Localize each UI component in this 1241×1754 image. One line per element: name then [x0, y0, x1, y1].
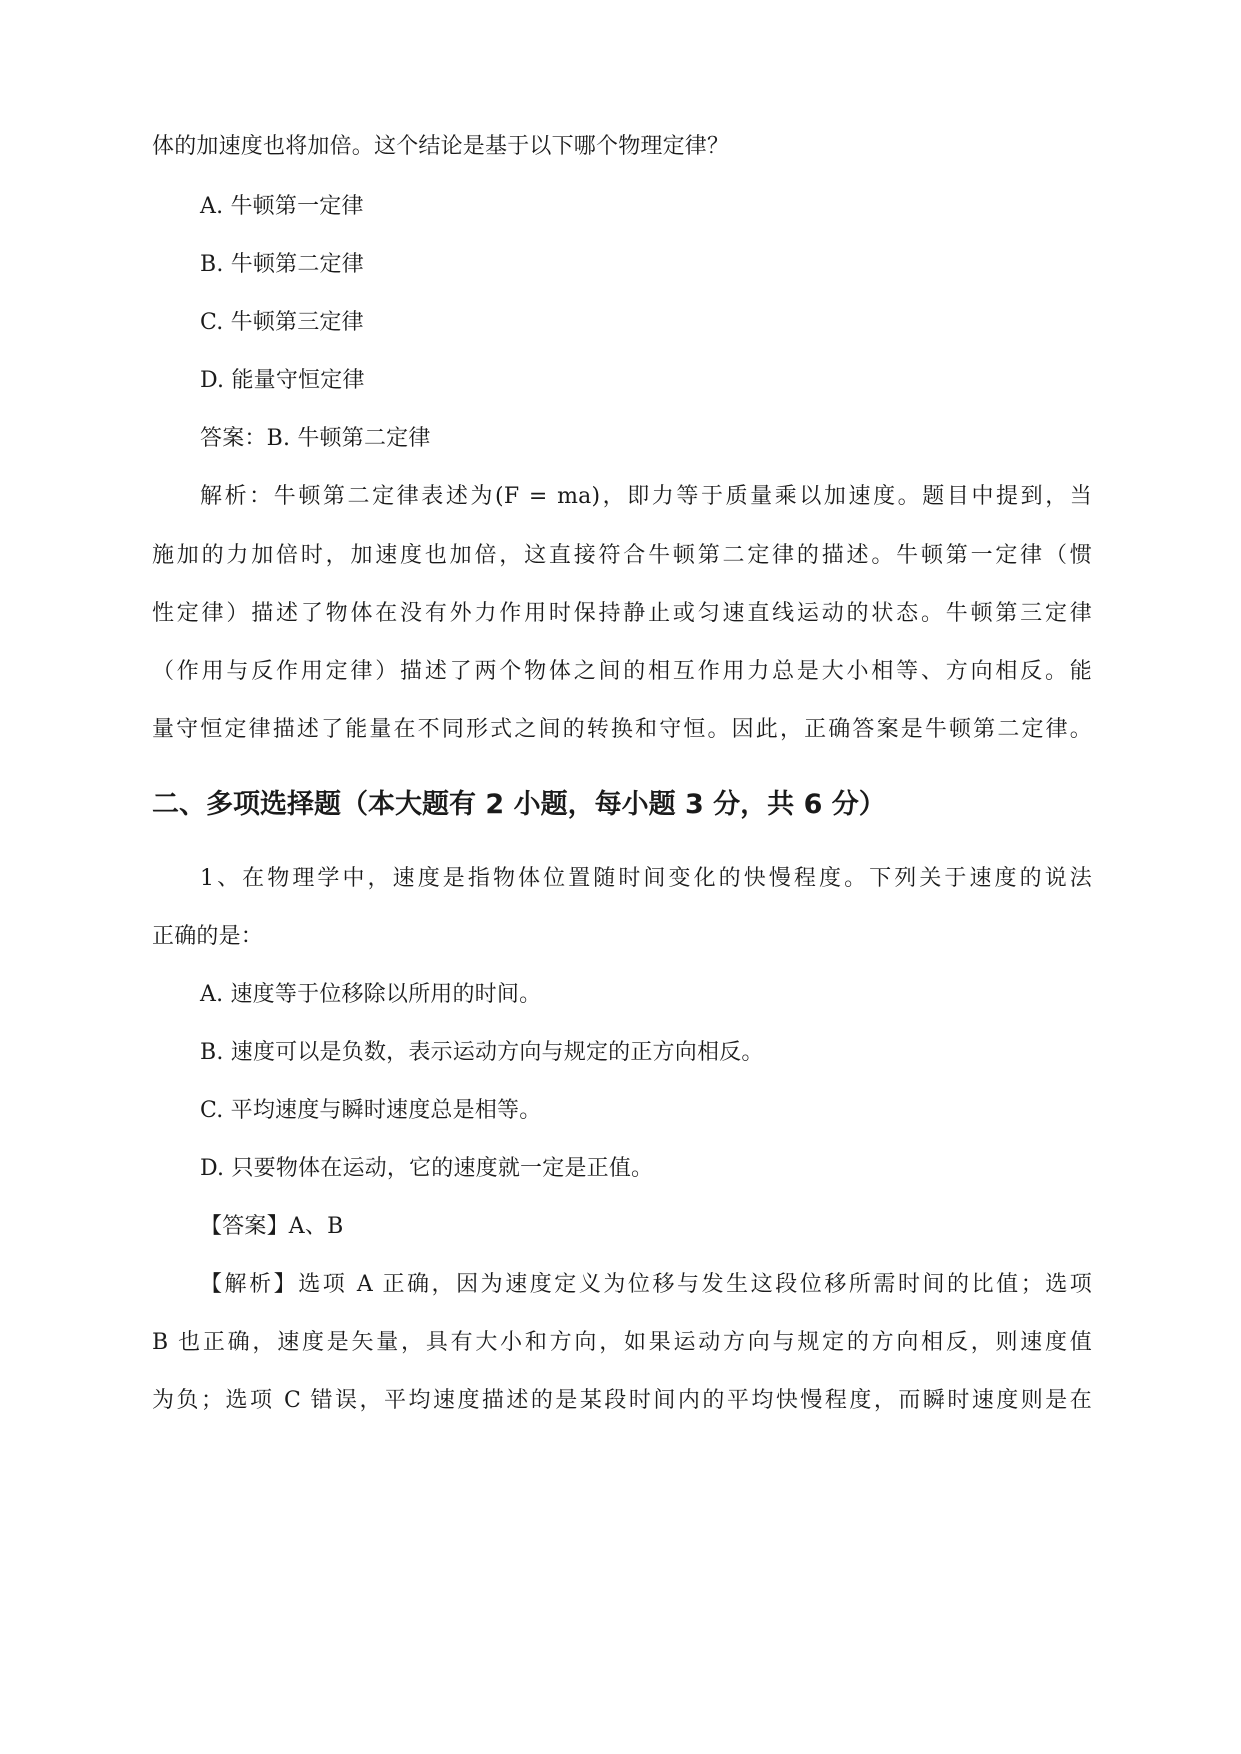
analysis-line-1: 【解析】选项 A 正确，因为速度定义为位移与发生这段位移所需时间的比值；选项 [200, 1272, 1092, 1297]
question-stem-line-2: 正确的是： [152, 924, 264, 949]
option-a: A. 速度等于位移除以所用的时间。 [200, 982, 542, 1007]
option-b: B. 牛顿第二定律 [200, 252, 364, 277]
question-stem-line-1: 1、在物理学中，速度是指物体位置随时间变化的快慢程度。下列关于速度的说法 [200, 866, 1092, 891]
answer-line: 答案：B. 牛顿第二定律 [200, 426, 431, 451]
question-stem-tail: 体的加速度也将加倍。这个结论是基于以下哪个物理定律？ [152, 134, 730, 159]
analysis-line-3: 性定律）描述了物体在没有外力作用时保持静止或匀速直线运动的状态。牛顿第三定律 [152, 601, 1092, 626]
analysis-line-4: （作用与反作用定律）描述了两个物体之间的相互作用力总是大小相等、方向相反。能 [152, 659, 1092, 684]
analysis-line-5: 量守恒定律描述了能量在不同形式之间的转换和守恒。因此，正确答案是牛顿第二定律。 [152, 717, 1092, 742]
option-a: A. 牛顿第一定律 [200, 194, 364, 219]
option-b: B. 速度可以是负数，表示运动方向与规定的正方向相反。 [200, 1040, 764, 1065]
analysis-line-2: 施加的力加倍时，加速度也加倍，这直接符合牛顿第二定律的描述。牛顿第一定律（惯 [152, 543, 1092, 568]
analysis-line-2: B 也正确，速度是矢量，具有大小和方向，如果运动方向与规定的方向相反，则速度值 [152, 1330, 1092, 1355]
analysis-line-1: 解析：牛顿第二定律表述为(F = ma)，即力等于质量乘以加速度。题目中提到，当 [200, 484, 1092, 509]
option-d: D. 只要物体在运动，它的速度就一定是正值。 [200, 1156, 654, 1181]
option-d: D. 能量守恒定律 [200, 368, 365, 393]
answer-line: 【答案】A、B [200, 1214, 344, 1239]
option-c: C. 平均速度与瞬时速度总是相等。 [200, 1098, 542, 1123]
analysis-line-3: 为负；选项 C 错误，平均速度描述的是某段时间内的平均快慢程度，而瞬时速度则是在 [152, 1388, 1092, 1413]
option-c: C. 牛顿第三定律 [200, 310, 364, 335]
section-heading: 二、多项选择题（本大题有 2 小题，每小题 3 分，共 6 分） [152, 789, 886, 820]
